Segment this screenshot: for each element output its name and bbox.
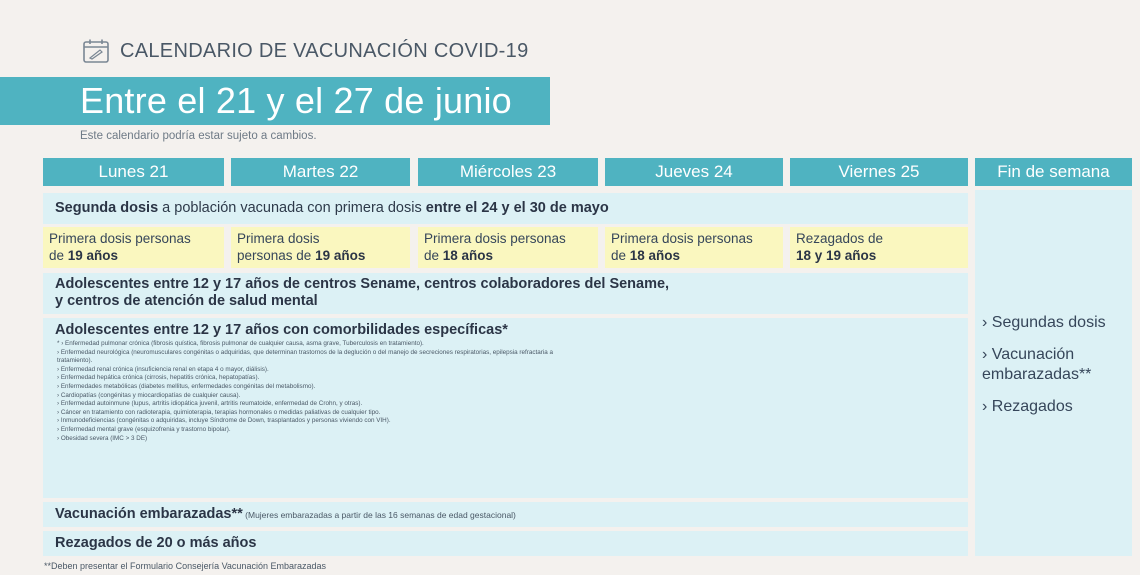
cell-line [49, 247, 218, 264]
cell-line: Rezagados de [796, 231, 884, 246]
day-header-miercoles: Miércoles 23 [418, 158, 598, 186]
cell-primera-lunes [43, 227, 224, 268]
page-title: Entre el 21 y el 27 de junio [80, 80, 512, 121]
day-header-lunes: Lunes 21 [43, 158, 224, 186]
calendar-icon [82, 38, 110, 64]
cell-line [237, 247, 404, 264]
weekend-list [982, 313, 1137, 429]
cell-text: de [424, 248, 443, 263]
list-item: › Inmunodeficiencias (congénitas o adquiridas, incluye Síndrome de Down, trasplantados y personas viviendo con VIH). [57, 417, 391, 425]
cell-rezagados-viernes [790, 227, 968, 268]
cell-primera-jueves [605, 227, 783, 268]
list-item: › Enfermedad mental grave (esquizofrenia y trastorno bipolar). [57, 425, 231, 433]
comorbilidades-list [55, 340, 968, 443]
list-item: › Enfermedad renal crónica (insuficiencia renal en etapa 4 o mayor, diálisis). [57, 365, 269, 373]
row-segunda-dosis [43, 193, 968, 224]
weekend-item-embarazadas: › Vacunación embarazadas** [982, 346, 1092, 383]
cell-text: personas de [237, 248, 316, 263]
list-item: › Obesidad severa (IMC > 3 DE) [57, 434, 148, 442]
cell-line [611, 247, 777, 264]
weekend-item-rezagados: › Rezagados [982, 398, 1073, 415]
cell-line [424, 247, 592, 264]
embarazadas-label: Vacunación embarazadas** [55, 506, 243, 522]
cell-age: 18 años [442, 248, 494, 263]
cell-line: Primera dosis personas [424, 231, 566, 246]
day-header-viernes: Viernes 25 [790, 158, 968, 186]
day-header-martes: Martes 22 [231, 158, 410, 186]
list-item: * › Enfermedad pulmonar crónica (fibrosis quística, fibrosis pulmonar de cualquier causa, asma grave, Tuberculosis en tratamiento). [57, 340, 424, 347]
row-rezagados: Rezagados de 20 o más años [43, 531, 968, 556]
calendar-label: CALENDARIO DE VACUNACIÓN COVID-19 [120, 39, 529, 62]
segunda-dosis-text: a población vacunada con primera dosis [158, 200, 426, 216]
list-item: › Enfermedades metabólicas (diabetes mellitus, enfermedades congénitas del metabolismo). [57, 382, 316, 390]
cell-age: 18 años [629, 248, 681, 263]
cell-age: 19 años [67, 248, 119, 263]
segunda-dosis-label: Segunda dosis [55, 200, 159, 216]
row-adolescentes-sename [43, 273, 968, 314]
day-header-jueves: Jueves 24 [605, 158, 783, 186]
weekend-item-segundas: › Segundas dosis [982, 314, 1106, 331]
sename-line-1: Adolescentes entre 12 y 17 años de centros Sename, centros colaboradores del Sename, [55, 276, 670, 292]
cell-age: 19 años [315, 248, 366, 263]
day-header-fin-de-semana: Fin de semana [975, 158, 1132, 186]
comorbilidades-heading: Adolescentes entre 12 y 17 años con comorbilidades específicas* [55, 322, 508, 338]
sename-line-2: y centros de atención de salud mental [55, 293, 318, 309]
cell-line: Primera dosis personas [611, 231, 753, 246]
list-item: › Cáncer en tratamiento con radioterapia, quimioterapia, terapias hormonales o medidas paliativas de cualquier tipo. [57, 408, 381, 416]
cell-primera-martes [231, 227, 410, 268]
cell-text: de [611, 248, 630, 263]
list-item: › Enfermedad autoinmune (lupus, artritis idiopática juvenil, artritis reumatoide, enfermedad de Crohn, y otras). [57, 400, 363, 408]
subtitle: Este calendario podría estar sujeto a cambios. [80, 130, 317, 142]
segunda-dosis-range: entre el 24 y el 30 de mayo [425, 200, 609, 216]
list-item: › Enfermedad hepática crónica (cirrosis, hepatitis crónica, hepatopatías). [57, 374, 260, 382]
row-adolescentes-comorbilidades [43, 318, 968, 498]
cell-line [796, 247, 962, 264]
footnote: **Deben presentar el Formulario Consejería Vacunación Embarazadas [44, 561, 326, 571]
cell-age: 18 y 19 años [796, 248, 877, 263]
list-item: › Enfermedad neurológica (neuromusculares congénitas o adquiridas, que determinan trastornos de la deglución o del manejo de secreciones respiratorias, epilepsia refractaria a [57, 348, 553, 356]
list-item: tratamiento). [57, 357, 93, 365]
cell-line: Primera dosis [237, 231, 320, 246]
header-line [82, 38, 529, 64]
cell-line: Primera dosis personas [49, 231, 191, 246]
cell-primera-miercoles [418, 227, 598, 268]
cell-text: de [49, 248, 68, 263]
embarazadas-note: (Mujeres embarazadas a partir de las 16 semanas de edad gestacional) [242, 510, 516, 520]
list-item: › Cardiopatías (congénitas y miocardiopatías de cualquier causa). [57, 391, 241, 399]
row-embarazadas [43, 502, 968, 527]
